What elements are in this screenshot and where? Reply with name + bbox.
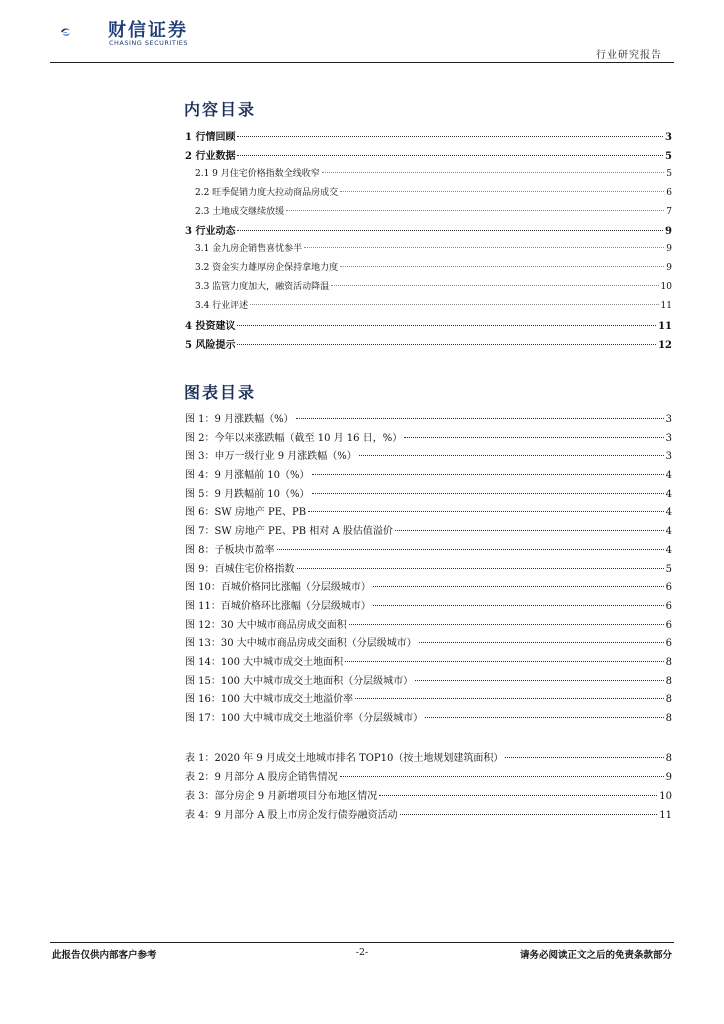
contents-entry-label: 5 风险提示 — [185, 339, 236, 351]
leader-dots — [312, 474, 664, 475]
leader-dots — [349, 624, 664, 625]
figure-entry-page: 4 — [665, 488, 672, 500]
contents-entry[interactable] — [185, 204, 672, 223]
contents-entry-label: 2.2 旺季促销力度大拉动商品房成交 — [195, 187, 339, 198]
contents-entry-page: 5 — [665, 150, 672, 162]
leader-dots — [419, 642, 664, 643]
leader-dots — [359, 455, 664, 456]
contents-entry-page: 11 — [658, 320, 672, 332]
leader-dots — [404, 437, 663, 438]
table-entry[interactable] — [185, 768, 672, 787]
figures-title: 图表目录 — [184, 383, 257, 402]
leader-dots — [331, 285, 658, 286]
company-logo — [60, 12, 106, 52]
figures-list — [185, 410, 672, 728]
leader-dots — [297, 568, 664, 569]
figure-entry-label: 图 8：子板块市盈率 — [185, 544, 275, 556]
figure-entry-page: 6 — [665, 582, 672, 594]
figure-entry[interactable] — [185, 447, 672, 466]
contents-entry[interactable] — [185, 222, 672, 241]
contents-entry[interactable] — [185, 241, 672, 260]
figure-entry-page: 3 — [665, 432, 672, 444]
leader-dots — [373, 586, 664, 587]
contents-entry[interactable] — [185, 128, 672, 147]
figure-entry-page: 5 — [665, 563, 672, 575]
contents-entry-label: 3 行业动态 — [185, 226, 236, 238]
leader-dots — [237, 344, 656, 345]
leader-dots — [395, 530, 664, 531]
figure-entry-page: 4 — [665, 470, 672, 482]
leader-dots — [400, 814, 658, 815]
brand-name: 财信证券 — [108, 20, 188, 41]
leader-dots — [296, 418, 664, 419]
report-type: 行业研究报告 — [596, 50, 662, 61]
footer-notice: 请务必阅读正文之后的免责条款部分 — [519, 950, 672, 961]
table-entry-label: 表 2：9 月部分 A 股房企销售情况 — [185, 771, 338, 783]
figure-entry-label: 图 14：100 大中城市成交土地面积 — [185, 656, 344, 668]
table-entry[interactable] — [185, 806, 672, 825]
leader-dots — [340, 191, 664, 192]
table-entry-label: 表 4：9 月部分 A 股上市房企发行债券融资活动 — [185, 809, 398, 821]
figure-entry-page: 8 — [665, 656, 672, 668]
figure-entry-label: 图 11：百城价格环比涨幅（分层级城市） — [185, 600, 371, 612]
figure-entry-label: 图 5：9 月跌幅前 10（%） — [185, 488, 310, 500]
leader-dots — [345, 661, 663, 662]
leader-dots — [373, 605, 664, 606]
contents-entry-page: 9 — [666, 244, 672, 255]
contents-entry-label: 3.2 资金实力雄厚房企保持拿地力度 — [195, 263, 339, 274]
contents-entry-page: 10 — [660, 282, 672, 293]
leader-dots — [505, 757, 663, 758]
figure-entry-label: 图 13：30 大中城市商品房成交面积（分层级城市） — [185, 638, 417, 650]
figure-entry-page: 6 — [665, 619, 672, 631]
leader-dots — [237, 230, 663, 231]
figure-entry[interactable] — [185, 485, 672, 504]
figure-entry[interactable] — [185, 634, 672, 653]
contents-entry[interactable] — [185, 336, 672, 355]
table-entry-page: 10 — [659, 790, 672, 802]
figure-entry[interactable] — [185, 653, 672, 672]
leader-dots — [340, 776, 664, 777]
figure-entry-page: 6 — [665, 638, 672, 650]
figure-entry[interactable] — [185, 672, 672, 691]
table-entry-page: 9 — [665, 771, 672, 783]
figure-entry[interactable] — [185, 541, 672, 560]
leader-dots — [425, 717, 663, 718]
leader-dots — [308, 511, 663, 512]
contents-entry-page: 9 — [666, 263, 672, 274]
contents-entry-page: 9 — [665, 226, 672, 238]
leader-dots — [379, 795, 657, 796]
contents-entry-label: 1 行情回顾 — [185, 132, 236, 143]
contents-entry-page: 5 — [666, 168, 672, 179]
figure-entry-page: 8 — [665, 675, 672, 687]
footer-divider — [50, 942, 674, 943]
figure-entry-label: 图 9：百城住宅价格指数 — [185, 563, 295, 575]
table-entry-label: 表 1：2020 年 9 月成交土地城市排名 TOP10（按土地规划建筑面积） — [185, 753, 504, 764]
figure-entry-label: 图 1：9 月涨跌幅（%） — [185, 414, 294, 425]
contents-entry-label: 3.4 行业评述 — [195, 301, 249, 312]
figure-entry[interactable] — [185, 616, 672, 635]
figure-entry-label: 图 4：9 月涨幅前 10（%） — [185, 470, 310, 482]
figure-entry-page: 8 — [665, 713, 672, 724]
contents-entry[interactable] — [185, 166, 672, 185]
contents-entry-page: 6 — [666, 187, 672, 198]
contents-entry[interactable] — [185, 279, 672, 298]
tables-list — [185, 749, 672, 825]
figure-entry-page: 4 — [665, 526, 672, 538]
figure-entry[interactable] — [185, 560, 672, 579]
figure-entry-page: 4 — [665, 544, 672, 556]
contents-list — [185, 128, 672, 355]
contents-entry-label: 4 投资建议 — [185, 320, 236, 332]
contents-title: 内容目录 — [184, 100, 257, 119]
figure-entry[interactable] — [185, 429, 672, 448]
contents-entry-label: 2.1 9 月住宅价格指数全线收窄 — [195, 168, 320, 179]
figure-entry[interactable] — [185, 466, 672, 485]
footer-disclaimer: 此报告仅供内部客户参考 — [52, 950, 157, 961]
brand-subtitle: CHASING SECURITIES — [109, 39, 188, 47]
leader-dots — [286, 210, 664, 211]
page-number: -2- — [355, 947, 369, 958]
figure-entry-label: 图 6：SW 房地产 PE、PB — [185, 507, 307, 519]
header-divider — [50, 62, 674, 63]
figure-entry-page: 8 — [665, 694, 672, 706]
leader-dots — [312, 493, 664, 494]
figure-entry-label: 图 3：申万一级行业 9 月涨跌幅（%） — [185, 451, 357, 463]
contents-entry[interactable] — [185, 260, 672, 279]
contents-entry-page: 11 — [660, 301, 672, 312]
leader-dots — [355, 698, 663, 699]
table-entry[interactable] — [185, 787, 672, 806]
figure-entry-page: 3 — [665, 451, 672, 463]
leader-dots — [304, 247, 664, 248]
contents-entry-label: 3.3 监管力度加大，融资活动降温 — [195, 282, 330, 293]
contents-entry[interactable] — [185, 185, 672, 204]
table-entry-label: 表 3：部分房企 9 月新增项目分布地区情况 — [185, 790, 378, 802]
leader-dots — [237, 136, 663, 137]
figure-entry-label: 图 7：SW 房地产 PE、PB 相对 A 股估值溢价 — [185, 526, 393, 538]
figure-entry[interactable] — [185, 690, 672, 709]
figure-entry-label: 图 17：100 大中城市成交土地溢价率（分层级城市） — [185, 713, 424, 724]
leader-dots — [415, 680, 663, 681]
figure-entry-page: 4 — [665, 507, 672, 519]
contents-entry-label: 3.1 金九房企销售喜忧参半 — [195, 244, 303, 255]
contents-entry-label: 2 行业数据 — [185, 150, 236, 162]
contents-entry-page: 7 — [666, 206, 672, 217]
contents-entry-page: 3 — [665, 132, 672, 143]
figure-entry-label: 图 2：今年以来涨跌幅（截至 10 月 16 日，%） — [185, 432, 403, 444]
figure-entry-page: 6 — [665, 600, 672, 612]
leader-dots — [322, 172, 665, 173]
figure-entry[interactable] — [185, 503, 672, 522]
figure-entry-page: 3 — [665, 414, 672, 425]
figure-entry[interactable] — [185, 597, 672, 616]
figure-entry[interactable] — [185, 410, 672, 429]
contents-entry-page: 12 — [658, 339, 672, 351]
figure-entry-label: 图 15：100 大中城市成交土地面积（分层级城市） — [185, 675, 414, 687]
table-entry-page: 11 — [659, 809, 672, 821]
figure-entry[interactable] — [185, 709, 672, 728]
leader-dots — [340, 266, 664, 267]
contents-entry[interactable] — [185, 147, 672, 166]
leader-dots — [250, 304, 658, 305]
table-entry[interactable] — [185, 749, 672, 768]
leader-dots — [237, 325, 656, 326]
contents-entry[interactable] — [185, 317, 672, 336]
leader-dots — [277, 549, 664, 550]
figure-entry[interactable] — [185, 522, 672, 541]
leader-dots — [237, 155, 663, 156]
figure-entry-label: 图 10：百城价格同比涨幅（分层级城市） — [185, 582, 371, 594]
contents-entry-label: 2.3 土地成交继续放缓 — [195, 206, 285, 217]
figure-entry-label: 图 12：30 大中城市商品房成交面积 — [185, 619, 347, 631]
table-entry-page: 8 — [665, 753, 672, 764]
figure-entry-label: 图 16：100 大中城市成交土地溢价率 — [185, 694, 354, 706]
figure-entry[interactable] — [185, 578, 672, 597]
contents-entry[interactable] — [185, 298, 672, 317]
